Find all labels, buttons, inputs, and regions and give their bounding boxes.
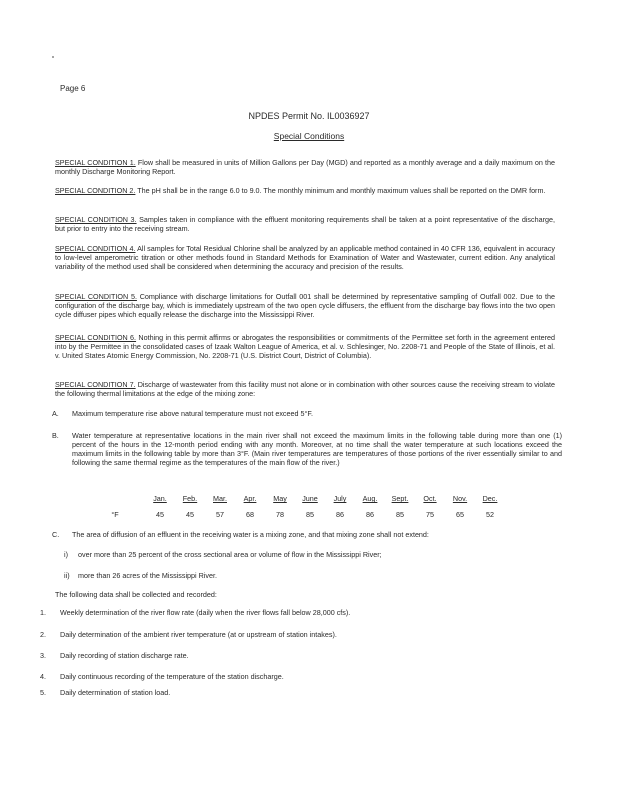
sub-text: over more than 25 percent of the cross sectional area or volume of flow in the Mississippi River; xyxy=(78,550,382,559)
data-item-text: Daily recording of station discharge rate. xyxy=(60,651,189,660)
data-item-3 xyxy=(40,651,189,660)
section-title: Special Conditions xyxy=(273,131,345,141)
month-header: Nov. xyxy=(452,494,468,503)
special-condition-2 xyxy=(55,186,555,195)
condition-label: SPECIAL CONDITION 4. xyxy=(55,244,136,253)
condition-label: SPECIAL CONDITION 5. xyxy=(55,292,137,301)
mixing-zone-limit-2 xyxy=(64,571,218,580)
temp-value: 75 xyxy=(426,510,434,519)
temp-value: 78 xyxy=(276,510,284,519)
scan-speck xyxy=(52,56,54,58)
temp-value: 68 xyxy=(246,510,254,519)
data-item-label: 4. xyxy=(40,672,46,681)
condition-text: Discharge of wastewater from this facility must not alone or in combination with other sources cause the receiving stream to violate the following thermal limitations at the edge of the mixing zone: xyxy=(55,380,555,398)
month-header: Oct. xyxy=(423,494,437,503)
item-text: Water temperature at representative locations in the main river shall not exceed the maximum limits in the following table during more than one (1) percent of the hours in the 12-month period ending with any month. Moreover, at no time shall the water temperature at such locations exceed the maximum limits in the following table by more than 3°F. (Main river temperatures are temperatures of those portions of the river essentially similar to and following the same thermal regime as the temperatures of the main flow of the river.) xyxy=(72,431,562,467)
item-label: A. xyxy=(52,409,59,418)
temp-value: 52 xyxy=(486,510,494,519)
month-header: Feb. xyxy=(182,494,198,503)
data-item-text: Daily determination of station load. xyxy=(60,688,171,697)
thermal-item-a xyxy=(52,409,562,418)
special-condition-3 xyxy=(55,215,555,233)
unit-label: °F xyxy=(111,510,119,519)
sub-label: i) xyxy=(64,550,68,559)
data-item-label: 1. xyxy=(40,608,46,617)
data-item-label: 5. xyxy=(40,688,46,697)
data-item-text: Daily continuous recording of the temperature of the station discharge. xyxy=(60,672,284,681)
month-header: Jan. xyxy=(153,494,167,503)
temp-value: 86 xyxy=(366,510,374,519)
month-header: Mar. xyxy=(213,494,227,503)
condition-text: Compliance with discharge limitations for Outfall 001 shall be determined by representative sampling of Outfall 002. Due to the configuration of the discharge bay, which is immediately upstream of the two open cycle diffusers, the effluent from the discharge bay flows into the two open cycle diffuser pipes which equally release the discharge into the Mississippi River. xyxy=(55,292,555,319)
condition-text: Nothing in this permit affirms or abrogates the responsibilities or commitments of the Permittee set forth in the agreement entered into by the Permittee in the consolidated cases of Izaak Walton League of America, et al. v. Schlesinger, No. 2208-71 and People of the State of Illinois, et al. v. United States Atomic Energy Commission, No. 2208-71 (U.S. District Court, District of Columbia). xyxy=(55,333,555,360)
sub-label: ii) xyxy=(64,571,70,580)
item-label: C. xyxy=(52,530,60,539)
data-item-text: Daily determination of the ambient river temperature (at or upstream of station intakes). xyxy=(60,630,337,639)
data-item-2 xyxy=(40,630,337,639)
special-condition-6 xyxy=(55,333,555,360)
data-item-text: Weekly determination of the river flow rate (daily when the river flows fall below 28,000 cfs). xyxy=(60,608,351,617)
temp-value: 86 xyxy=(336,510,344,519)
condition-label: SPECIAL CONDITION 6. xyxy=(55,333,137,342)
temp-value: 45 xyxy=(186,510,194,519)
condition-label: SPECIAL CONDITION 7. xyxy=(55,380,136,389)
temp-value: 65 xyxy=(456,510,464,519)
month-header: Dec. xyxy=(482,494,498,503)
special-condition-5 xyxy=(55,292,555,319)
item-text: Maximum temperature rise above natural temperature must not exceed 5°F. xyxy=(72,409,313,418)
special-condition-1 xyxy=(55,158,555,176)
condition-text: The pH shall be in the range 6.0 to 9.0. The monthly minimum and monthly maximum values shall be reported on the DMR form. xyxy=(135,186,546,195)
condition-text: All samples for Total Residual Chlorine shall be analyzed by an applicable method contained in 40 CFR 136, equivalent in accuracy to low-level amperometric titration or other methods found in Standard Methods for Examination of Water and Wastewater, current edition. Any analytical variability of the method used shall be considered when determining the accuracy and precision of the results. xyxy=(55,244,555,271)
data-item-5 xyxy=(40,688,171,697)
condition-label: SPECIAL CONDITION 1. xyxy=(55,158,136,167)
thermal-item-c xyxy=(52,530,562,539)
temp-value: 85 xyxy=(396,510,404,519)
data-collection-intro: The following data shall be collected and recorded: xyxy=(55,590,217,599)
item-text: The area of diffusion of an effluent in the receiving water is a mixing zone, and that mixing zone shall not extend: xyxy=(72,530,429,539)
data-item-label: 3. xyxy=(40,651,46,660)
month-header: Sept. xyxy=(391,494,409,503)
sub-text: more than 26 acres of the Mississippi River. xyxy=(78,571,218,580)
special-condition-4 xyxy=(55,244,555,271)
special-condition-7 xyxy=(55,380,555,398)
temp-value: 85 xyxy=(306,510,314,519)
thermal-item-b xyxy=(52,431,562,467)
data-item-label: 2. xyxy=(40,630,46,639)
condition-label: SPECIAL CONDITION 3. xyxy=(55,215,137,224)
permit-number: NPDES Permit No. IL0036927 xyxy=(248,111,370,121)
mixing-zone-limit-1 xyxy=(64,550,382,559)
temp-value: 57 xyxy=(216,510,224,519)
month-header: Aug. xyxy=(362,494,378,503)
month-header: July xyxy=(333,494,347,503)
condition-label: SPECIAL CONDITION 2. xyxy=(55,186,136,195)
condition-text: Flow shall be measured in units of Million Gallons per Day (MGD) and reported as a monthly average and a daily maximum on the monthly Discharge Monitoring Report. xyxy=(55,158,555,176)
month-header: May xyxy=(273,494,287,503)
month-header: Apr. xyxy=(243,494,257,503)
temp-value: 45 xyxy=(156,510,164,519)
condition-text: Samples taken in compliance with the effluent monitoring requirements shall be taken at a point representative of the discharge, but prior to entry into the receiving stream. xyxy=(55,215,555,233)
month-header: June xyxy=(302,494,318,503)
data-item-1 xyxy=(40,608,351,617)
data-item-4 xyxy=(40,672,284,681)
item-label: B. xyxy=(52,431,59,440)
page-number: Page 6 xyxy=(60,84,86,93)
